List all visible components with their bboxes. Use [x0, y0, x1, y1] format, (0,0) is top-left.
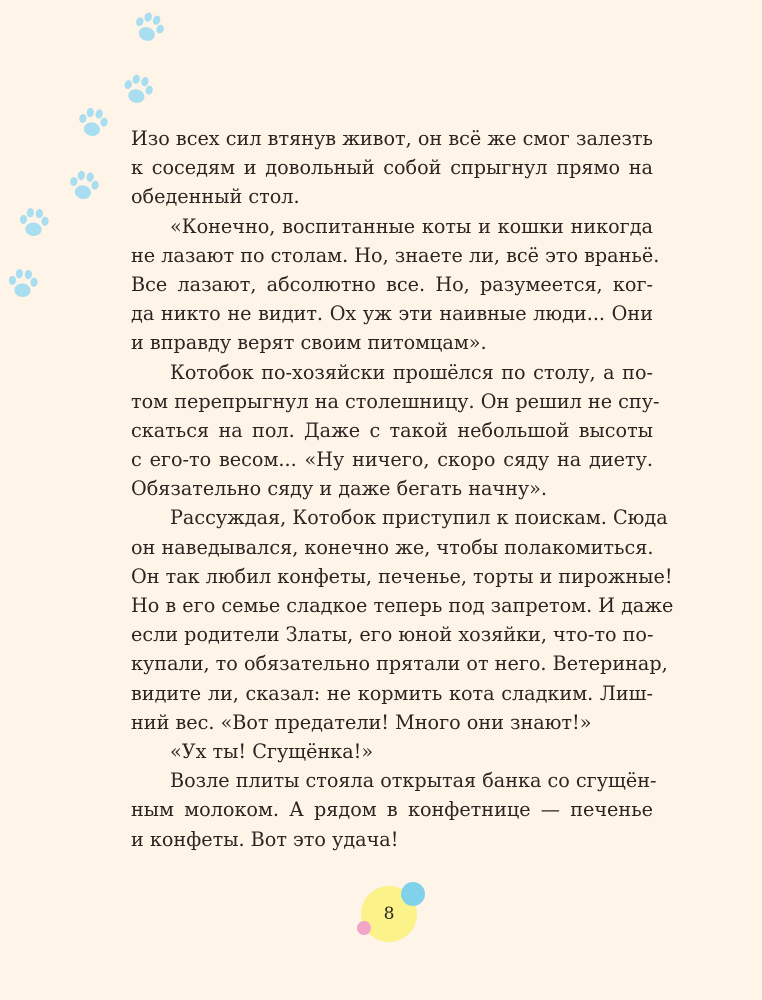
- body-text: [131, 124, 674, 854]
- paw-print-icon: [126, 5, 172, 51]
- text-line: ний вес. «Вот предатели! Много они знают!»: [131, 710, 592, 734]
- text-line: если родители Златы, его юной хозяйки, что-то по-: [131, 623, 654, 647]
- paw-print-icon: [63, 165, 105, 207]
- text-line: Все лазают, абсолютно все. Но, разумеется, ког-: [131, 272, 653, 296]
- text-line: Изо всех сил втянув живот, он всё же смог залезть: [131, 127, 653, 150]
- text-line: с его-то весом... «Ну ничего, скоро сяду на диету.: [131, 448, 653, 472]
- page-number-badge: [355, 880, 435, 950]
- page-number: 8: [383, 904, 395, 924]
- paw-print-icon: [3, 264, 42, 303]
- text-line: и вправду верят своим питомцам».: [131, 331, 487, 355]
- text-line: скаться на пол. Даже с такой небольшой высоты: [131, 418, 653, 442]
- paw-print-icon: [14, 203, 53, 242]
- text-line: да никто не видит. Ох уж эти наивные люди... Они: [131, 302, 653, 326]
- text-line: он наведывался, конечно же, чтобы полакомиться.: [131, 535, 654, 559]
- paw-print-icon: [72, 102, 114, 144]
- text-line: видите ли, сказал: не кормить кота сладким. Лиш-: [131, 681, 653, 705]
- text-line: «Ух ты! Сгущёнка!»: [170, 739, 374, 763]
- text-line: Возле плиты стояла открытая банка со сгущён-: [170, 769, 657, 793]
- paragraph: [131, 358, 660, 504]
- paw-print-icon: [116, 68, 160, 112]
- text-line: Он так любил конфеты, печенье, торты и пирожные!: [131, 564, 673, 588]
- paragraph: [131, 124, 653, 212]
- text-line: не лазают по столам. Но, знаете ли, всё это враньё.: [131, 243, 660, 267]
- text-line: купали, то обязательно прятали от него. Ветеринар,: [131, 652, 668, 676]
- paragraph: [131, 212, 660, 358]
- paragraph: [131, 737, 653, 766]
- text-line: и конфеты. Вот это удача!: [131, 827, 399, 851]
- paragraph: [131, 766, 657, 854]
- text-line: Но в его семье сладкое теперь под запретом. И даже: [131, 594, 674, 617]
- text-line: ным молоком. А рядом в конфетнице — печенье: [131, 798, 653, 822]
- paragraph: [131, 503, 674, 737]
- text-line: Обязательно сяду и даже бегать начну».: [131, 477, 548, 501]
- text-line: к соседям и довольный собой спрыгнул прямо на: [131, 156, 653, 180]
- text-line: том перепрыгнул на столешницу. Он решил не спу-: [131, 389, 660, 413]
- text-line: Рассуждая, Котобок приступил к поискам. Сюда: [170, 506, 668, 530]
- text-line: обеденный стол.: [131, 185, 300, 209]
- text-line: «Конечно, воспитанные коты и кошки никогда: [170, 214, 653, 238]
- text-line: Котобок по-хозяйски прошёлся по столу, а по-: [170, 360, 653, 384]
